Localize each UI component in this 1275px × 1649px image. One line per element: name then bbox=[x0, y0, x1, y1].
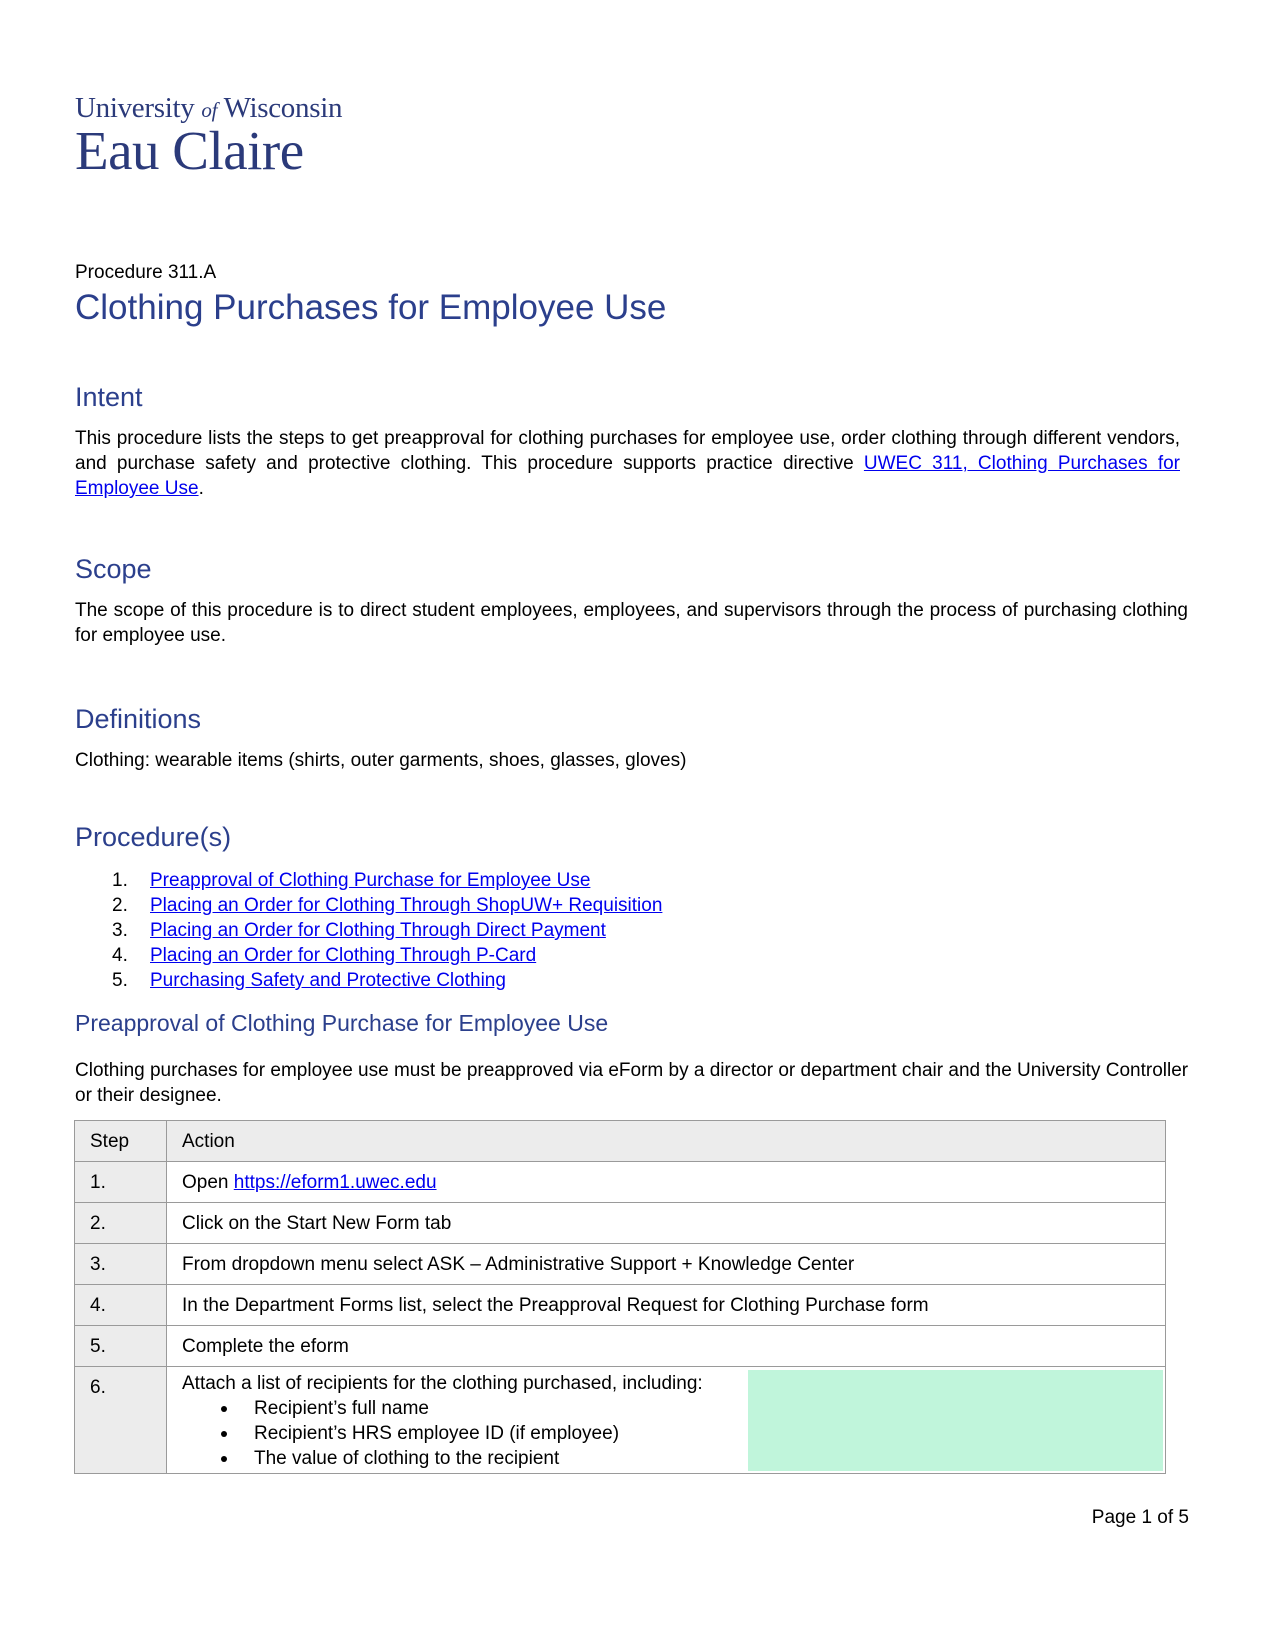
table-row bbox=[75, 1326, 1166, 1367]
procedure-list bbox=[108, 868, 662, 993]
list-number: 4. bbox=[112, 945, 128, 966]
table-row bbox=[75, 1244, 1166, 1285]
step-number: 1. bbox=[75, 1162, 167, 1203]
list-number: 2. bbox=[112, 895, 128, 916]
list-number: 1. bbox=[112, 870, 128, 891]
definitions-paragraph: Clothing: wearable items (shirts, outer garments, shoes, glasses, gloves) bbox=[75, 750, 687, 771]
preapproval-paragraph: Clothing purchases for employee use must be preapproved via eForm by a director or department chair and the University Controller or their designee. bbox=[75, 1060, 1189, 1106]
step-action bbox=[167, 1367, 1166, 1474]
eform-link[interactable]: https://eform1.uwec.edu bbox=[233, 1172, 437, 1193]
page-title: Clothing Purchases for Employee Use bbox=[75, 288, 667, 327]
list-number: 3. bbox=[112, 920, 128, 941]
header-action: Action bbox=[167, 1121, 1166, 1162]
intent-paragraph bbox=[75, 426, 1180, 501]
step-action: From dropdown menu select ASK – Administrative Support + Knowledge Center bbox=[167, 1244, 1166, 1285]
procedure-link-preapproval[interactable]: Preapproval of Clothing Purchase for Employee Use bbox=[150, 870, 591, 891]
list-item bbox=[108, 868, 662, 893]
list-item: Recipient’s full name bbox=[254, 1396, 1151, 1421]
step-number: 3. bbox=[75, 1244, 167, 1285]
procedures-heading: Procedure(s) bbox=[75, 822, 232, 852]
logo-of: of bbox=[201, 98, 218, 122]
list-item bbox=[108, 918, 662, 943]
steps-table bbox=[74, 1120, 1166, 1474]
table-row bbox=[75, 1285, 1166, 1326]
list-number: 5. bbox=[112, 970, 128, 991]
action-text: Attach a list of recipients for the clothing purchased, including: bbox=[182, 1373, 703, 1394]
logo-university: University bbox=[75, 92, 195, 124]
procedure-link-pcard[interactable]: Placing an Order for Clothing Through P-Card bbox=[150, 945, 537, 966]
step-number: 5. bbox=[75, 1326, 167, 1367]
list-item: The value of clothing to the recipient bbox=[254, 1446, 1151, 1471]
procedure-link-safety[interactable]: Purchasing Safety and Protective Clothing bbox=[150, 970, 506, 991]
procedure-link-direct-payment[interactable]: Placing an Order for Clothing Through Direct Payment bbox=[150, 920, 606, 941]
step-number: 4. bbox=[75, 1285, 167, 1326]
university-logo bbox=[75, 93, 342, 179]
step-number: 6. bbox=[75, 1367, 167, 1474]
scope-paragraph: The scope of this procedure is to direct student employees, employees, and supervisors through the process of purchasing clothing for employee use. bbox=[75, 600, 1188, 646]
step-action: Click on the Start New Form tab bbox=[167, 1203, 1166, 1244]
table-row bbox=[75, 1367, 1166, 1474]
intent-heading: Intent bbox=[75, 382, 143, 412]
step-number: 2. bbox=[75, 1203, 167, 1244]
header-step: Step bbox=[75, 1121, 167, 1162]
procedure-number: Procedure 311.A bbox=[75, 262, 217, 283]
preapproval-heading: Preapproval of Clothing Purchase for Employee Use bbox=[75, 1010, 609, 1036]
table-row bbox=[75, 1162, 1166, 1203]
step-action: In the Department Forms list, select the Preapproval Request for Clothing Purchase form bbox=[167, 1285, 1166, 1326]
intent-tail: . bbox=[198, 478, 204, 499]
step-action: Complete the eform bbox=[167, 1326, 1166, 1367]
page-number: Page 1 of 5 bbox=[1091, 1507, 1189, 1528]
uwec-311-link[interactable]: UWEC 311, Clothing Purchases for Employee Use bbox=[75, 453, 1180, 499]
definitions-heading: Definitions bbox=[75, 704, 202, 734]
list-item bbox=[108, 968, 662, 993]
table-row bbox=[75, 1203, 1166, 1244]
logo-wisconsin: Wisconsin bbox=[223, 92, 343, 124]
list-item: Recipient’s HRS employee ID (if employee) bbox=[254, 1421, 1151, 1446]
logo-eau-claire: Eau Claire bbox=[75, 120, 304, 181]
procedure-link-shopuw[interactable]: Placing an Order for Clothing Through ShopUW+ Requisition bbox=[150, 895, 663, 916]
intent-text: This procedure lists the steps to get preapproval for clothing purchases for employee use, order clothing through different vendors, and purchase safety and protective clothing. This procedure supports practice directive bbox=[75, 428, 1180, 474]
list-item bbox=[108, 943, 662, 968]
scope-heading: Scope bbox=[75, 554, 152, 584]
step-action bbox=[167, 1162, 1166, 1203]
list-item bbox=[108, 893, 662, 918]
action-text: Open bbox=[182, 1172, 234, 1193]
recipient-bullets bbox=[182, 1396, 1151, 1471]
table-header-row bbox=[75, 1121, 1166, 1162]
